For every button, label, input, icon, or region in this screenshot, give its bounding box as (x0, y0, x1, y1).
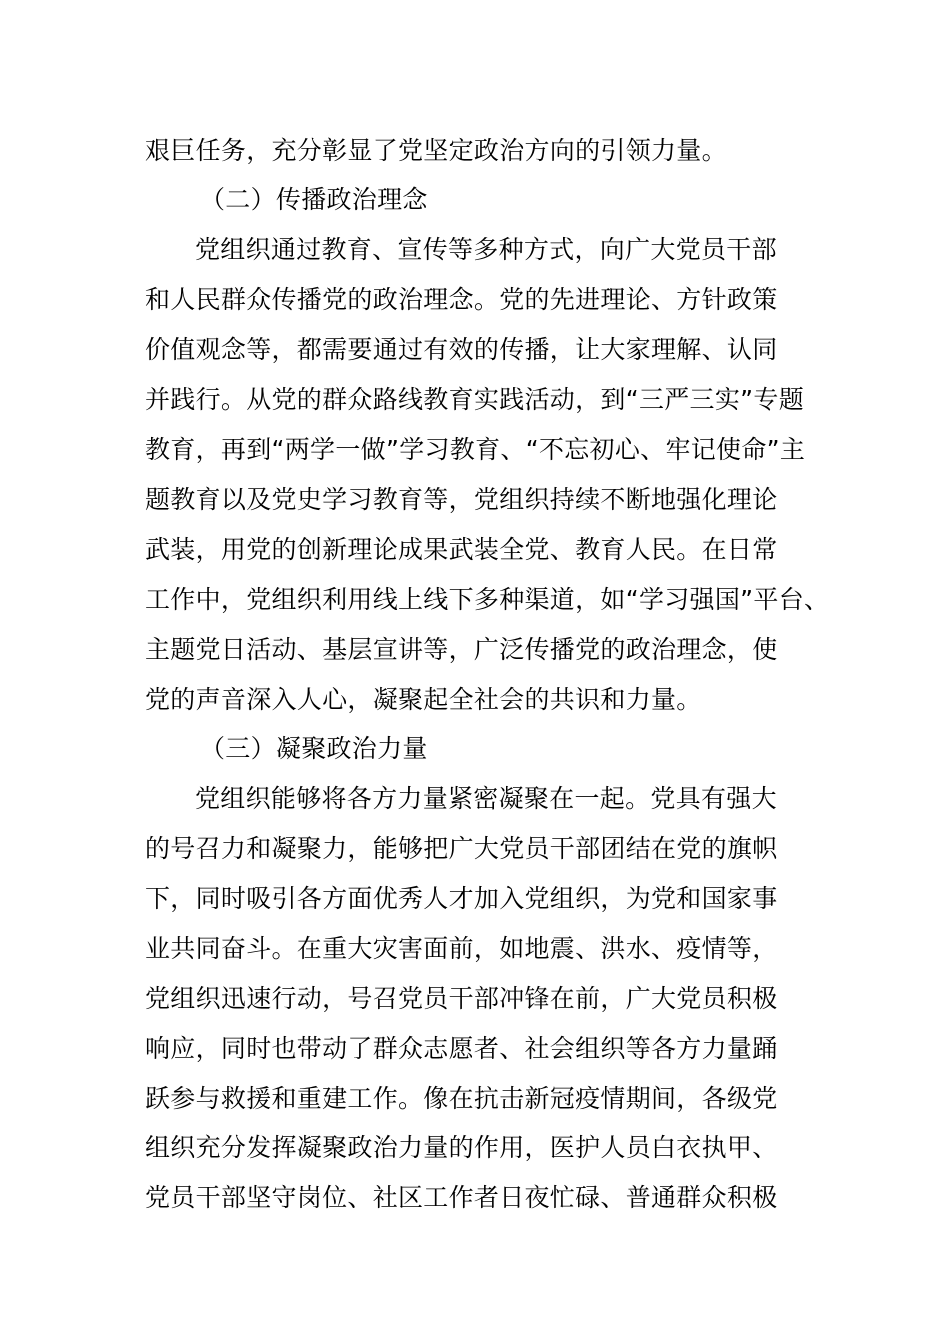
text-line: 响应，同时也带动了群众志愿者、社会组织等各方力量踊 (145, 1034, 778, 1063)
text-line: 艰巨任务，充分彰显了党坚定政治方向的引领力量。 (145, 136, 727, 165)
text-line: 跃参与救援和重建工作。像在抗击新冠疫情期间，各级党 (145, 1084, 778, 1113)
text-line: 和人民群众传播党的政治理念。党的先进理论、方针政策 (145, 285, 778, 314)
text-line: 武装，用党的创新理论成果武装全党、教育人民。在日常 (145, 535, 778, 564)
text-line: 业共同奋斗。在重大灾害面前，如地震、洪水、疫情等， (145, 934, 778, 963)
paragraph-first-line: 党组织能够将各方力量紧密凝聚在一起。党具有强大 (195, 784, 777, 813)
text-line: 价值观念等，都需要通过有效的传播，让大家理解、认同 (145, 335, 778, 364)
text-line: 下，同时吸引各方面优秀人才加入党组织，为党和国家事 (145, 884, 778, 913)
text-line: 教育，再到“两学一做”学习教育、“不忘初心、牢记使命”主 (145, 435, 806, 464)
text-line: 主题党日活动、基层宣讲等，广泛传播党的政治理念，使 (145, 635, 778, 664)
text-line: 的号召力和凝聚力，能够把广大党员干部团结在党的旗帜 (145, 834, 778, 863)
text-line: 工作中，党组织利用线上线下多种渠道，如“学习强国”平台、 (145, 585, 830, 614)
section-heading: （三）凝聚政治力量 (200, 734, 428, 763)
text-line: 党的声音深入人心，凝聚起全社会的共识和力量。 (145, 685, 702, 714)
text-line: 党组织迅速行动，号召党员干部冲锋在前，广大党员积极 (145, 984, 778, 1013)
text-line: 题教育以及党史学习教育等，党组织持续不断地强化理论 (145, 485, 778, 514)
text-line: 组织充分发挥凝聚政治力量的作用，医护人员白衣执甲、 (145, 1133, 778, 1162)
text-line: 党员干部坚守岗位、社区工作者日夜忙碌、普通群众积极 (145, 1183, 778, 1212)
section-heading: （二）传播政治理念 (200, 185, 428, 214)
paragraph-first-line: 党组织通过教育、宣传等多种方式，向广大党员干部 (195, 235, 777, 264)
text-line: 并践行。从党的群众路线教育实践活动，到“三严三实”专题 (145, 385, 805, 414)
